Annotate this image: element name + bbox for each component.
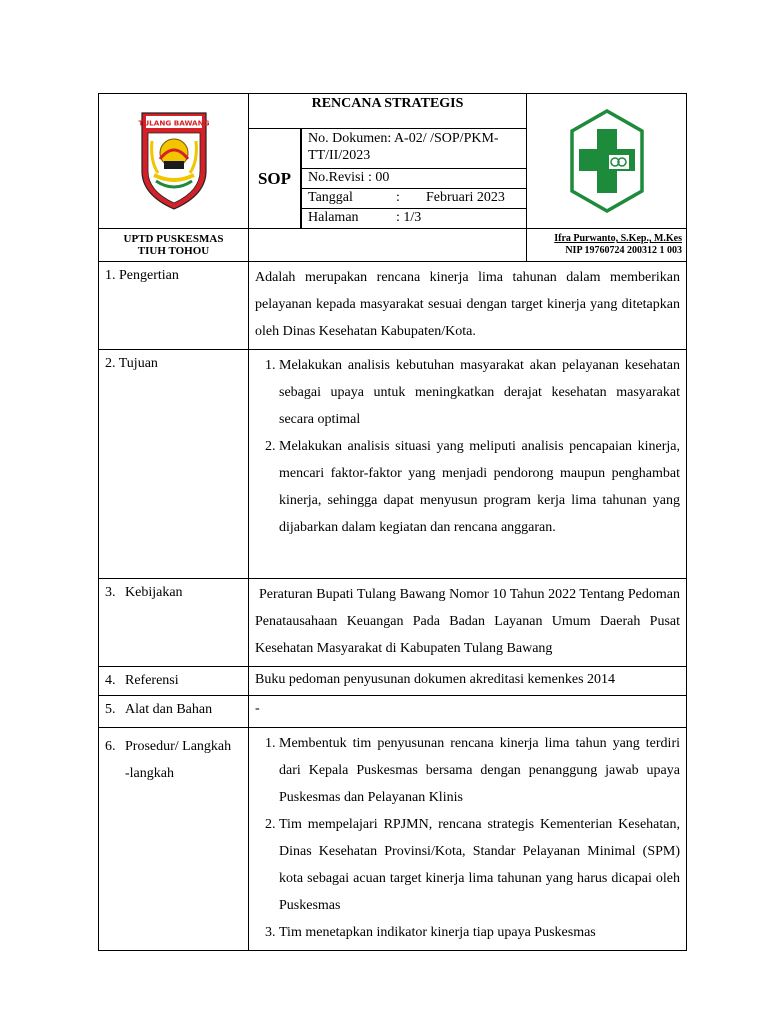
puskesmas-cross-icon [569, 109, 645, 213]
prosedur-number: 6. [105, 739, 116, 754]
pengertian-label: 1. Pengertian [99, 262, 249, 350]
alat-label: Alat dan Bahan [125, 702, 213, 717]
document-title: RENCANA STRATEGIS [249, 94, 527, 129]
alat-number: 5. [105, 702, 116, 717]
puskesmas-logo-cell [527, 94, 687, 229]
signer-nip: NIP 19760724 200312 1 003 [565, 245, 682, 256]
list-item: 2. Tim mempelajari RPJMN, rencana strategis Kementerian Kesehatan, Dinas Kesehatan Provinsi/Kota, Standar Pelayanan Minimal (SPM) kota sebagai acuan target kinerja lima tahunan yang harus dicapai oleh Puskesmas [279, 811, 680, 919]
kebijakan-number: 3. [105, 585, 116, 600]
meta-cell [301, 129, 527, 229]
prosedur-label: Prosedur/ Langkah [125, 739, 232, 754]
list-item: 1. Melakukan analisis kebutuhan masyarakat akan pelayanan kesehatan sebagai upaya untuk meningkatkan derajat kesehatan masyarakat secara optimal [279, 352, 680, 433]
tujuan-content [249, 350, 687, 579]
emblem-banner-text: TULANG BAWANG [137, 118, 210, 128]
empty-cell [249, 229, 527, 262]
referensi-text: Buku pedoman penyusunan dokumen akreditasi kemenkes 2014 [249, 667, 687, 696]
signer-name: Ifra Purwanto, S.Kep., M.Kes [554, 233, 682, 244]
list-item: 1. Membentuk tim penyusunan rencana kinerja lima tahun yang terdiri dari Kepala Puskesmas bersama dengan penanggung jawab upaya Puskesmas dan Pelayanan Klinis [279, 730, 680, 811]
referensi-number: 4. [105, 673, 116, 688]
tulang-bawang-emblem-icon [138, 111, 210, 211]
org-logo-cell [99, 94, 249, 229]
page-label: Halaman [308, 210, 359, 225]
signature-block [527, 229, 687, 262]
referensi-label-cell [99, 667, 249, 696]
revision-value: : 00 [368, 170, 390, 185]
doc-number: No. Dokumen: A-02/ /SOP/PKM-TT/II/2023 [302, 129, 527, 169]
sop-document [98, 93, 686, 940]
date-separator: : [396, 190, 400, 205]
prosedur-label-line2: -langkah [125, 766, 174, 781]
tujuan-label: 2. Tujuan [99, 350, 249, 579]
alat-text: - [249, 696, 687, 728]
sop-table [98, 93, 687, 951]
kebijakan-text: Peraturan Bupati Tulang Bawang Nomor 10 Tahun 2022 Tentang Pedoman Penatausahaan Keuangan Pada Badan Layanan Umum Daerah Pusat Kesehatan Masyarakat di Kabupaten Tulang Bawang [249, 579, 687, 667]
sop-label: SOP [249, 129, 301, 229]
revision-label: No.Revisi [308, 170, 365, 185]
date-value: Februari 2023 [426, 190, 505, 205]
revision-row [302, 169, 527, 189]
prosedur-label-cell [99, 728, 249, 951]
prosedur-list [255, 730, 680, 946]
pengertian-text: Adalah merupakan rencana kinerja lima tahunan dalam memberikan pelayanan kepada masyarakat sesuai dengan target kinerja yang ditetapkan oleh Dinas Kesehatan Kabupaten/Kota. [249, 262, 687, 350]
kebijakan-label: Kebijakan [125, 585, 183, 600]
referensi-label: Referensi [125, 673, 179, 688]
alat-label-cell [99, 696, 249, 728]
unit-name-line2: TIUH TOHOU [137, 245, 210, 257]
unit-name [99, 229, 249, 262]
page-value: : 1/3 [396, 210, 422, 225]
meta-table [301, 129, 526, 228]
prosedur-content [249, 728, 687, 951]
unit-name-line1: UPTD PUSKESMAS [123, 233, 224, 245]
tujuan-list [255, 352, 680, 541]
list-item: 3. Tim menetapkan indikator kinerja tiap upaya Puskesmas [279, 919, 680, 946]
list-item: 2. Melakukan analisis situasi yang meliputi analisis pencapaian kinerja, mencari faktor-faktor yang menjadi pendorong maupun penghambat kinerja, sehingga dapat menyusun program kerja lima tahunan yang dijabarkan dalam kegiatan dan rencana anggaran. [279, 433, 680, 541]
page-row [302, 209, 527, 229]
date-label: Tanggal [308, 190, 353, 205]
date-row [302, 189, 527, 209]
kebijakan-label-cell [99, 579, 249, 667]
